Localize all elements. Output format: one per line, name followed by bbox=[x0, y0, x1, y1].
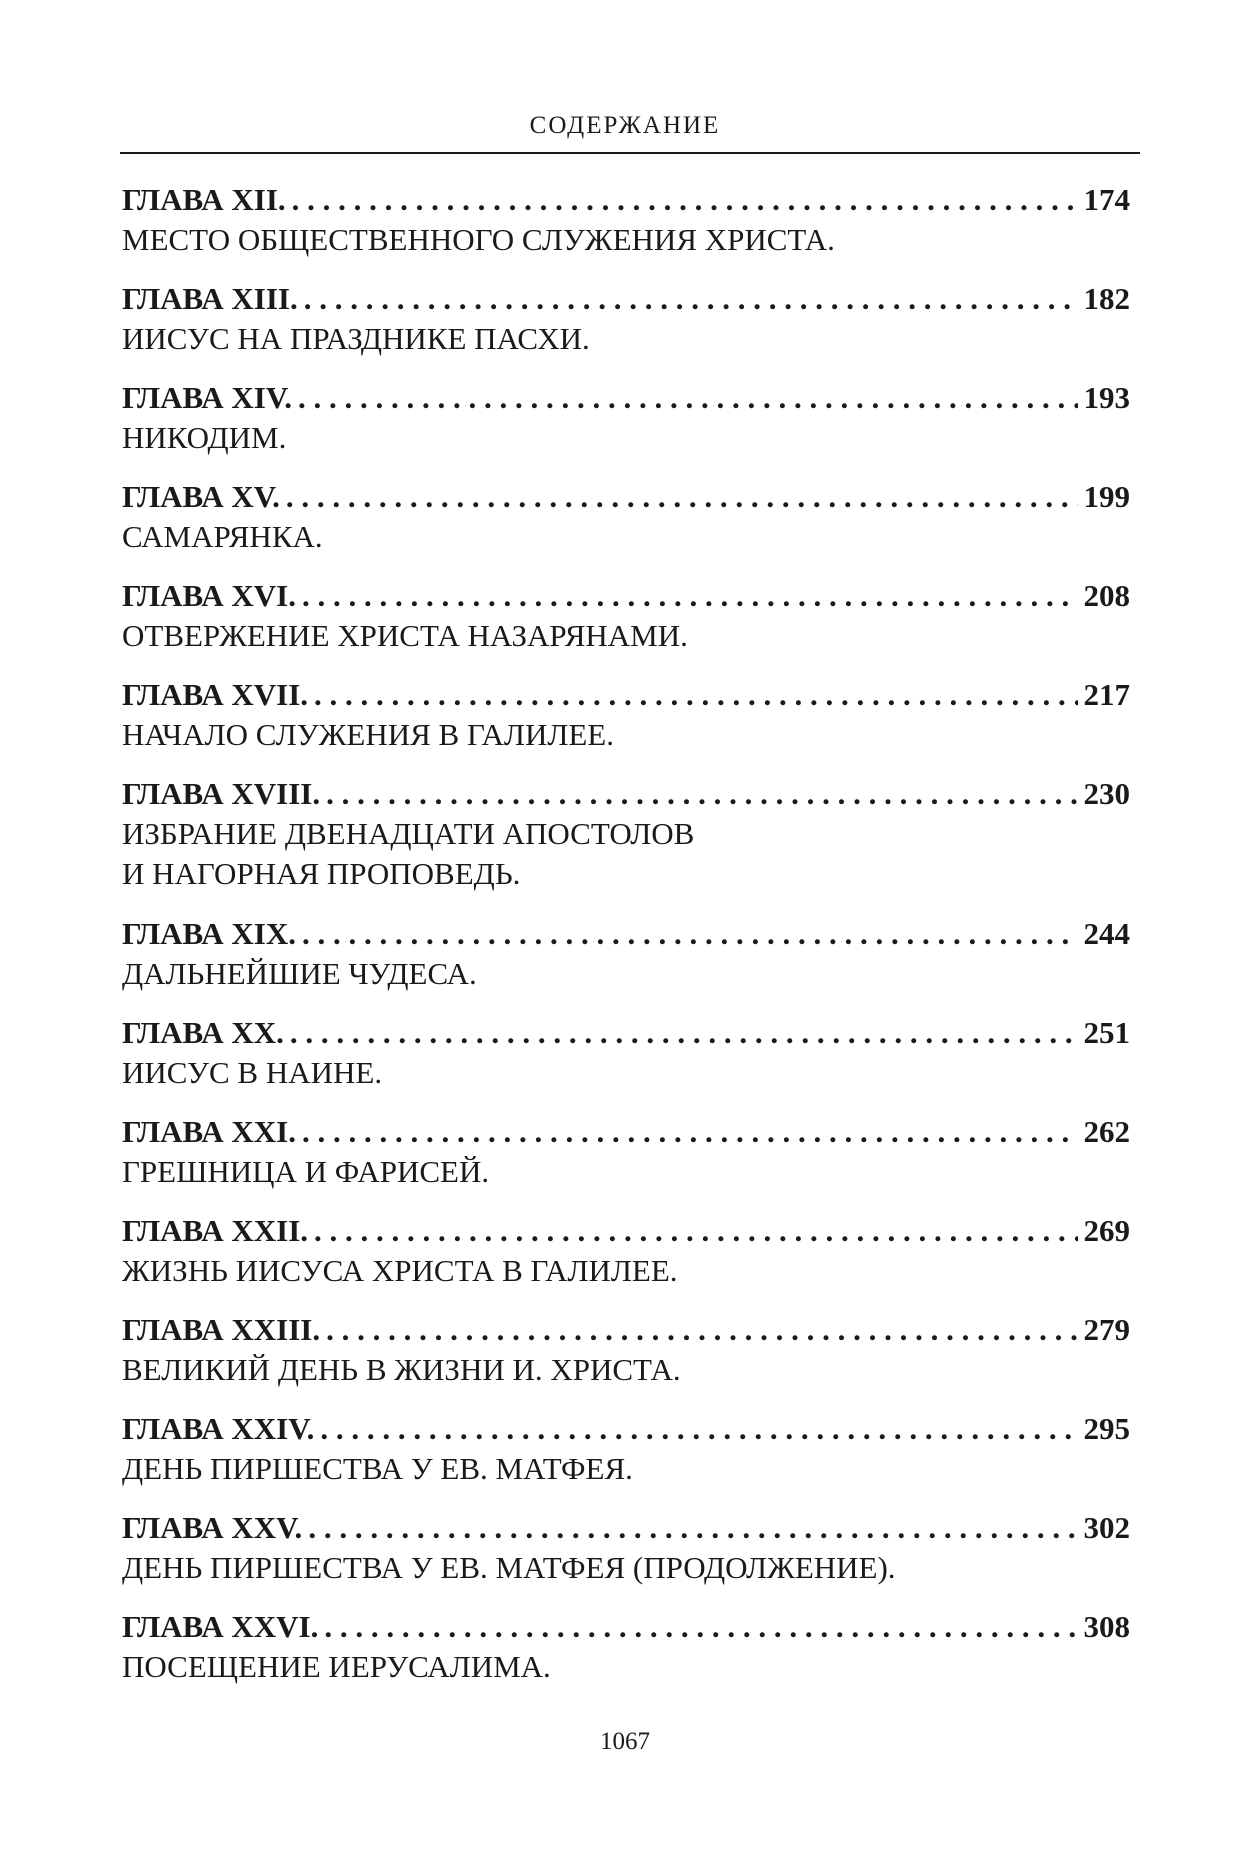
toc-entry[interactable] bbox=[122, 180, 1130, 279]
chapter-line bbox=[122, 914, 1130, 954]
chapter-title: НАЧАЛО СЛУЖЕНИЯ В ГАЛИЛЕЕ. bbox=[122, 717, 614, 752]
chapter-title: ВЕЛИКИЙ ДЕНЬ В ЖИЗНИ И. ХРИСТА. bbox=[122, 1352, 681, 1387]
chapter-line bbox=[122, 675, 1130, 715]
page-number: 244 bbox=[1083, 916, 1130, 951]
toc-entry[interactable] bbox=[122, 774, 1130, 914]
chapter-title: ГРЕШНИЦА И ФАРИСЕЙ. bbox=[122, 1154, 490, 1189]
page-number: 174 bbox=[1083, 182, 1130, 217]
page-number: 208 bbox=[1083, 578, 1130, 613]
dot-leader bbox=[314, 675, 1077, 715]
chapter-line bbox=[122, 180, 1130, 220]
page-number: 279 bbox=[1083, 1312, 1130, 1347]
dot-leader bbox=[302, 576, 1078, 616]
dot-leader bbox=[324, 1607, 1077, 1647]
dot-leader bbox=[302, 914, 1078, 954]
toc-entry[interactable] bbox=[122, 1607, 1130, 1706]
page-number: 269 bbox=[1083, 1213, 1130, 1248]
table-of-contents bbox=[122, 180, 1130, 1706]
chapter-title: ДЕНЬ ПИРШЕСТВА У ЕВ. МАТФЕЯ (ПРОДОЛЖЕНИЕ). bbox=[122, 1550, 896, 1585]
toc-entry[interactable] bbox=[122, 576, 1130, 675]
chapter-line bbox=[122, 1607, 1130, 1647]
chapter-label: ГЛАВА XII. bbox=[122, 182, 286, 217]
toc-entry[interactable] bbox=[122, 675, 1130, 774]
toc-entry[interactable] bbox=[122, 477, 1130, 576]
chapter-label: ГЛАВА XV. bbox=[122, 479, 280, 514]
toc-entry[interactable] bbox=[122, 378, 1130, 477]
chapter-label: ГЛАВА XVII. bbox=[122, 677, 309, 712]
page-number: 199 bbox=[1083, 479, 1130, 514]
dot-leader bbox=[290, 1013, 1078, 1053]
chapter-line bbox=[122, 477, 1130, 517]
chapter-label: ГЛАВА XVI. bbox=[122, 578, 296, 613]
chapter-line bbox=[122, 1508, 1130, 1548]
chapter-title: МЕСТО ОБЩЕСТВЕННОГО СЛУЖЕНИЯ ХРИСТА. bbox=[122, 222, 835, 257]
page-number: 308 bbox=[1083, 1609, 1130, 1644]
chapter-title: ОТВЕРЖЕНИЕ ХРИСТА НАЗАРЯНАМИ. bbox=[122, 618, 688, 653]
chapter-label: ГЛАВА XX. bbox=[122, 1015, 284, 1050]
dot-leader bbox=[326, 1310, 1077, 1350]
chapter-label: ГЛАВА XVIII. bbox=[122, 776, 321, 811]
toc-entry[interactable] bbox=[122, 1310, 1130, 1409]
toc-entry[interactable] bbox=[122, 914, 1130, 1013]
running-head: СОДЕРЖАНИЕ bbox=[529, 112, 721, 139]
chapter-line bbox=[122, 1013, 1130, 1053]
dot-leader bbox=[286, 477, 1078, 517]
toc-entry[interactable] bbox=[122, 279, 1130, 378]
chapter-title: ДАЛЬНЕЙШИЕ ЧУДЕСА. bbox=[122, 956, 477, 991]
chapter-label: ГЛАВА XXIV. bbox=[122, 1411, 315, 1446]
toc-entry[interactable] bbox=[122, 1409, 1130, 1508]
chapter-line bbox=[122, 378, 1130, 418]
dot-leader bbox=[314, 1211, 1077, 1251]
chapter-label: ГЛАВА XXV. bbox=[122, 1510, 303, 1545]
chapter-title: НИКОДИМ. bbox=[122, 420, 287, 455]
chapter-line bbox=[122, 1112, 1130, 1152]
chapter-label: ГЛАВА XXVI. bbox=[122, 1609, 319, 1644]
page-number: 302 bbox=[1083, 1510, 1130, 1545]
chapter-title: ИИСУС НА ПРАЗДНИКЕ ПАСХИ. bbox=[122, 321, 590, 356]
chapter-title: ПОСЕЩЕНИЕ ИЕРУСАЛИМА. bbox=[122, 1649, 551, 1684]
chapter-line bbox=[122, 774, 1130, 814]
chapter-line bbox=[122, 1409, 1130, 1449]
chapter-line bbox=[122, 576, 1130, 616]
chapter-title: ЖИЗНЬ ИИСУСА ХРИСТА В ГАЛИЛЕЕ. bbox=[122, 1253, 678, 1288]
toc-entry[interactable] bbox=[122, 1013, 1130, 1112]
chapter-line bbox=[122, 1211, 1130, 1251]
page-number: 193 bbox=[1083, 380, 1130, 415]
chapter-label: ГЛАВА XXII. bbox=[122, 1213, 309, 1248]
page-number: 262 bbox=[1083, 1114, 1130, 1149]
chapter-line bbox=[122, 279, 1130, 319]
page-number: 182 bbox=[1083, 281, 1130, 316]
header-rule bbox=[120, 152, 1140, 154]
page-number: 295 bbox=[1083, 1411, 1130, 1446]
toc-entry[interactable] bbox=[122, 1112, 1130, 1211]
dot-leader bbox=[292, 180, 1078, 220]
dot-leader bbox=[308, 1508, 1077, 1548]
dot-leader bbox=[320, 1409, 1077, 1449]
chapter-title: САМАРЯНКА. bbox=[122, 519, 323, 554]
page-number: 230 bbox=[1083, 776, 1130, 811]
dot-leader bbox=[298, 378, 1078, 418]
toc-entry[interactable] bbox=[122, 1211, 1130, 1310]
chapter-label: ГЛАВА XXIII. bbox=[122, 1312, 321, 1347]
page-number: 217 bbox=[1083, 677, 1130, 712]
dot-leader bbox=[304, 279, 1078, 319]
chapter-label: ГЛАВА XIX. bbox=[122, 916, 296, 951]
chapter-title: ДЕНЬ ПИРШЕСТВА У ЕВ. МАТФЕЯ. bbox=[122, 1451, 633, 1486]
page-number: 251 bbox=[1083, 1015, 1130, 1050]
toc-entry[interactable] bbox=[122, 1508, 1130, 1607]
chapter-title: ИИСУС В НАИНЕ. bbox=[122, 1055, 383, 1090]
chapter-line bbox=[122, 1310, 1130, 1350]
chapter-title: ИЗБРАНИЕ ДВЕНАДЦАТИ АПОСТОЛОВ И НАГОРНАЯ ПРОПОВЕДЬ. bbox=[122, 816, 695, 891]
chapter-label: ГЛАВА XIV. bbox=[122, 380, 292, 415]
dot-leader bbox=[302, 1112, 1078, 1152]
page-folio: 1067 bbox=[600, 1728, 650, 1755]
dot-leader bbox=[326, 774, 1077, 814]
chapter-label: ГЛАВА XIII. bbox=[122, 281, 298, 316]
chapter-label: ГЛАВА XXI. bbox=[122, 1114, 296, 1149]
